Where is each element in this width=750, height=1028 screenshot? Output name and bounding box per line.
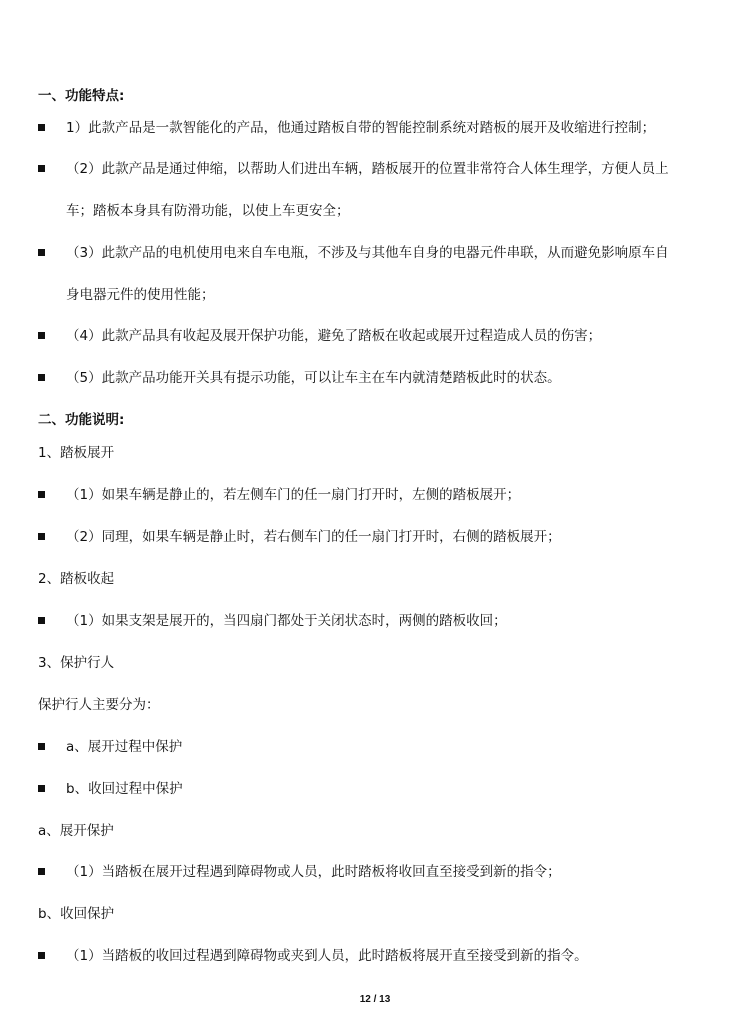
bullet-icon bbox=[38, 374, 45, 381]
bullet-icon bbox=[38, 249, 45, 256]
bullet-icon bbox=[38, 868, 45, 875]
section-2-heading: 二、功能说明: bbox=[38, 412, 125, 428]
bullet-icon bbox=[38, 124, 45, 131]
bullet-icon bbox=[38, 617, 45, 624]
document-page: 一、功能特点: 1）此款产品是一款智能化的产品，他通过踏板自带的智能控制系统对踏板的展开及收缩进行控制； （2）此款产品是通过伸缩，以帮助人们进出车辆，踏板展开的位置非常符合人体生理学，方便人员上 车；踏板本身具有防滑功能，以使上车更安全； （3）此款产品的电机使用电来自车电瓶，不涉及与其他车自身的电器元件串联，从而避免影响原车自 身电器元件的使用性能； （4）此款产品具有收起及展开保护功能，避免了踏板在收起或展开过程造成人员的伤害； （5）此款产品功能开关具有提示功能，可以让车主在车内就清楚踏板此时的状态。 二、功能说明: 1、踏板展开 （1）如果车辆是静止的，若左侧车门的任一扇门打开时，左侧的踏板展开； （2）同理，如果车辆是静止时，若右侧车门的任一扇门打开时，右侧的踏板展开； 2、踏板收起 （1）如果支架是展开的，当四扇门都处于关闭状态时，两侧的踏板收回； 3、保护行人 保护行人主要分为： a、展开过程中保护 b、收回过程中保护 a、展开保护 （1）当踏板在展开过程遇到障碍物或人员，此时踏板将收回直至接受到新的指令； b、收回保护 （1）当踏板的收回过程遇到障碍物或夹到人员，此时踏板将展开直至接受到新的指令。 12 / 13 bbox=[0, 0, 750, 1028]
subsection-title: 3、保护行人 bbox=[38, 655, 115, 671]
subsection-title: b、收回保护 bbox=[38, 906, 115, 922]
bullet-icon bbox=[38, 491, 45, 498]
bullet-icon bbox=[38, 743, 45, 750]
list-item-continuation: 车；踏板本身具有防滑功能，以使上车更安全； bbox=[66, 203, 350, 219]
bullet-icon bbox=[38, 165, 45, 172]
subsection-title: a、展开保护 bbox=[38, 823, 114, 839]
subsection-title: 2、踏板收起 bbox=[38, 571, 115, 587]
page-number: 12 / 13 bbox=[359, 994, 391, 1005]
list-item-continuation: 身电器元件的使用性能； bbox=[66, 287, 215, 303]
bullet-icon bbox=[38, 533, 45, 540]
subsection-title: 1、踏板展开 bbox=[38, 445, 115, 461]
bullet-icon bbox=[38, 952, 45, 959]
bullet-icon bbox=[38, 332, 45, 339]
section-1-heading: 一、功能特点: bbox=[38, 88, 125, 104]
paragraph: 保护行人主要分为： bbox=[38, 697, 160, 713]
bullet-icon bbox=[38, 785, 45, 792]
